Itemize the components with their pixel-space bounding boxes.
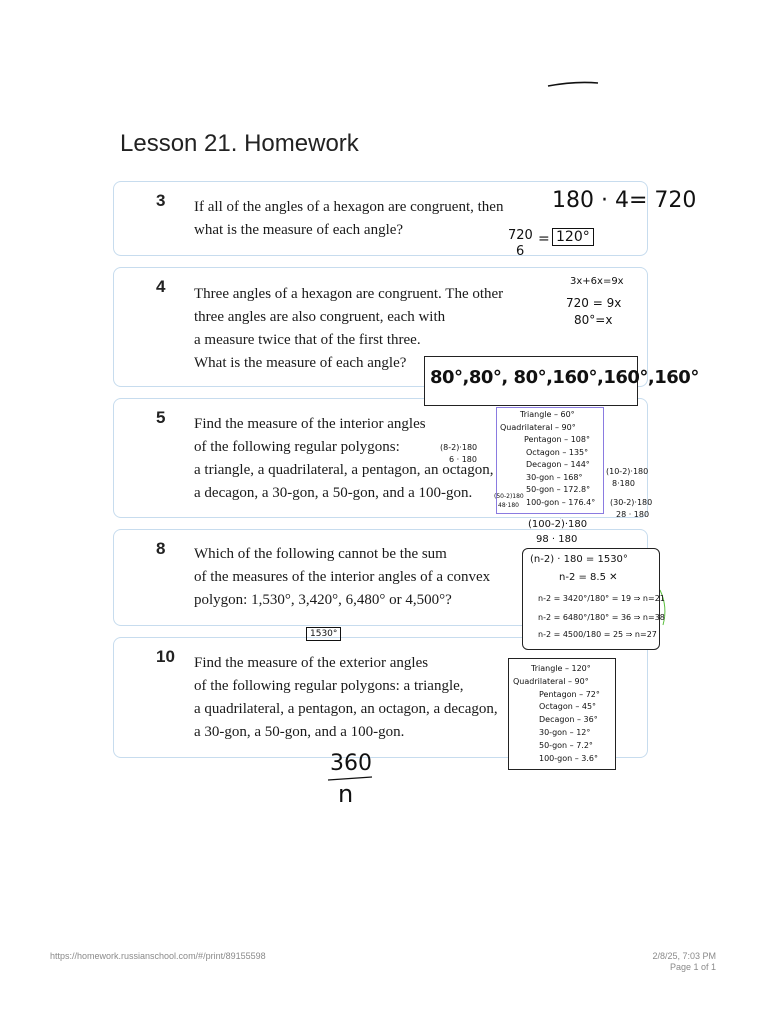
- option-4: 4,500°: [405, 592, 446, 608]
- p8-work-box: [522, 548, 665, 650]
- p5-answer-item: Decagon – 144°: [526, 460, 590, 469]
- problem-line: of the following regular polygons:: [194, 439, 400, 455]
- p5-work-line: 8·180: [612, 479, 635, 488]
- problem-number: 5: [156, 408, 166, 427]
- p3-answer-box: 120°: [552, 228, 594, 246]
- options-separator: ,: [290, 592, 299, 608]
- problem-line: what is the measure of each angle?: [194, 222, 404, 238]
- p4-work-line: 3x+6x=9x: [570, 276, 624, 287]
- problem-line: Find the measure of the interior angles: [194, 416, 426, 432]
- p5-answer-item: Quadrilateral – 90°: [500, 422, 576, 432]
- problem-text: [194, 652, 498, 744]
- p10-answer-item: Quadrilateral – 90°: [513, 676, 589, 686]
- footer-date: 2/8/25, 7:03 PM: [652, 951, 716, 961]
- problem-line: Three angles of a hexagon are congruent. The other: [194, 286, 504, 302]
- problem-line: of the following regular polygons: a triangle,: [194, 678, 464, 694]
- p10-fraction-denominator: n: [338, 780, 354, 808]
- p5-answer-item: 30-gon – 168°: [526, 472, 583, 482]
- p3-equation: 180 · 4= 720: [552, 188, 697, 213]
- option-2: 3,420°: [298, 592, 339, 608]
- p3-fraction-denominator: 6: [516, 244, 525, 259]
- problem-line-options: [194, 589, 490, 612]
- p10-answer-item: Pentagon – 72°: [539, 689, 600, 699]
- footer-url: https://homework.russianschool.com/#/print/89155598: [50, 951, 266, 961]
- footer-page: Page 1 of 1: [669, 962, 716, 972]
- problem-number: 8: [156, 539, 166, 558]
- options-separator: or: [385, 592, 406, 608]
- problem-line: Which of the following cannot be the sum: [194, 546, 447, 562]
- p10-answer-list-box: [508, 658, 616, 770]
- problem-number: 10: [156, 647, 175, 666]
- p4-answer-box: [424, 356, 699, 406]
- p3-fraction-numerator: 720: [508, 228, 533, 243]
- top-pen-stroke: [548, 82, 598, 86]
- p10-answer-item: Triangle – 120°: [531, 664, 591, 673]
- problem-number: 4: [156, 277, 166, 296]
- p5-work-line: 6 · 180: [449, 455, 477, 464]
- option-1: 1,530°: [251, 592, 291, 608]
- p10-answer-item: 30-gon – 12°: [539, 727, 591, 737]
- p5-work-line: 48·180: [498, 502, 519, 509]
- p5-answer-item: 100-gon – 176.4°: [526, 497, 596, 507]
- p8-work-line: n-2 = 8.5 ✕: [559, 572, 618, 583]
- p3-equals: =: [538, 231, 550, 247]
- p5-work-line: (30-2)·180: [610, 498, 653, 507]
- page-title: Lesson 21. Homework: [120, 130, 359, 157]
- p5-work-line: 98 · 180: [536, 534, 578, 545]
- problem-line: three angles are also congruent, each with: [194, 309, 446, 325]
- options-separator: ,: [338, 592, 346, 608]
- p5-work-octagon: [440, 442, 477, 466]
- p5-work-50gon: [494, 492, 524, 510]
- problem-number: 3: [156, 191, 166, 210]
- p8-work-line: n-2 = 3420°/180° = 19 ⇒ n=21: [538, 594, 665, 603]
- p4-work-line: 80°=x: [574, 313, 613, 327]
- p10-answer-item: Octagon – 45°: [539, 702, 597, 712]
- p5-answer-item: Pentagon – 108°: [524, 435, 590, 444]
- p4-work-line: 720 = 9x: [566, 296, 622, 310]
- p5-work-line: 28 · 180: [616, 510, 650, 519]
- p10-answer-item: 50-gon – 7.2°: [539, 740, 593, 750]
- p10-answer-item: Decagon – 36°: [539, 715, 598, 725]
- p8-work-line: (n-2) · 180 = 1530°: [530, 554, 628, 565]
- p4-answer: 80°,80°, 80°,160°,160°,160°: [430, 367, 699, 388]
- problem-line: Find the measure of the exterior angles: [194, 655, 429, 671]
- p5-work-decagon: [606, 466, 648, 490]
- p5-work-line: (50-2)180: [494, 493, 524, 500]
- p8-note-box: 1530°: [306, 627, 341, 641]
- problem-text: [194, 543, 490, 612]
- problem-line: a decagon, a 30-gon, a 50-gon, and a 100-gon.: [194, 485, 473, 501]
- p5-answer-item: Octagon – 135°: [526, 447, 589, 457]
- p10-answer-list: [513, 663, 600, 765]
- problem-line: a measure twice that of the first three.: [194, 332, 421, 348]
- options-suffix: ?: [445, 592, 452, 608]
- p5-answer-item: 50-gon – 172.8°: [526, 485, 591, 494]
- problem-line: a triangle, a quadrilateral, a pentagon, an octagon,: [194, 462, 494, 478]
- problem-line: a quadrilateral, a pentagon, an octagon, a decagon,: [194, 701, 498, 717]
- p5-work-line: (100-2)·180: [528, 519, 588, 530]
- options-prefix: polygon:: [194, 592, 252, 608]
- problem-line: of the measures of the interior angles of a convex: [194, 569, 491, 585]
- p5-answer-item: Triangle – 60°: [520, 410, 575, 419]
- problem-text: [194, 196, 503, 242]
- problem-line: If all of the angles of a hexagon are congruent, then: [194, 199, 504, 215]
- p5-work-line: (8-2)·180: [440, 443, 478, 452]
- p10-fraction-numerator: 360: [330, 751, 372, 776]
- p10-answer-item: 100-gon – 3.6°: [539, 753, 599, 763]
- p8-work-line: n-2 = 6480°/180° = 36 ⇒ n=38: [538, 613, 665, 622]
- problem-line: a 30-gon, a 50-gon, and a 100-gon.: [194, 724, 405, 740]
- p8-work-line: n-2 = 4500/180 = 25 ⇒ n=27: [538, 630, 657, 639]
- p5-work-line: (10-2)·180: [606, 467, 649, 476]
- option-3: 6,480°: [345, 592, 386, 608]
- problem-line: What is the measure of each angle?: [194, 355, 407, 371]
- p5-work-30gon: [610, 497, 652, 521]
- p5-work-100gon: [528, 517, 587, 547]
